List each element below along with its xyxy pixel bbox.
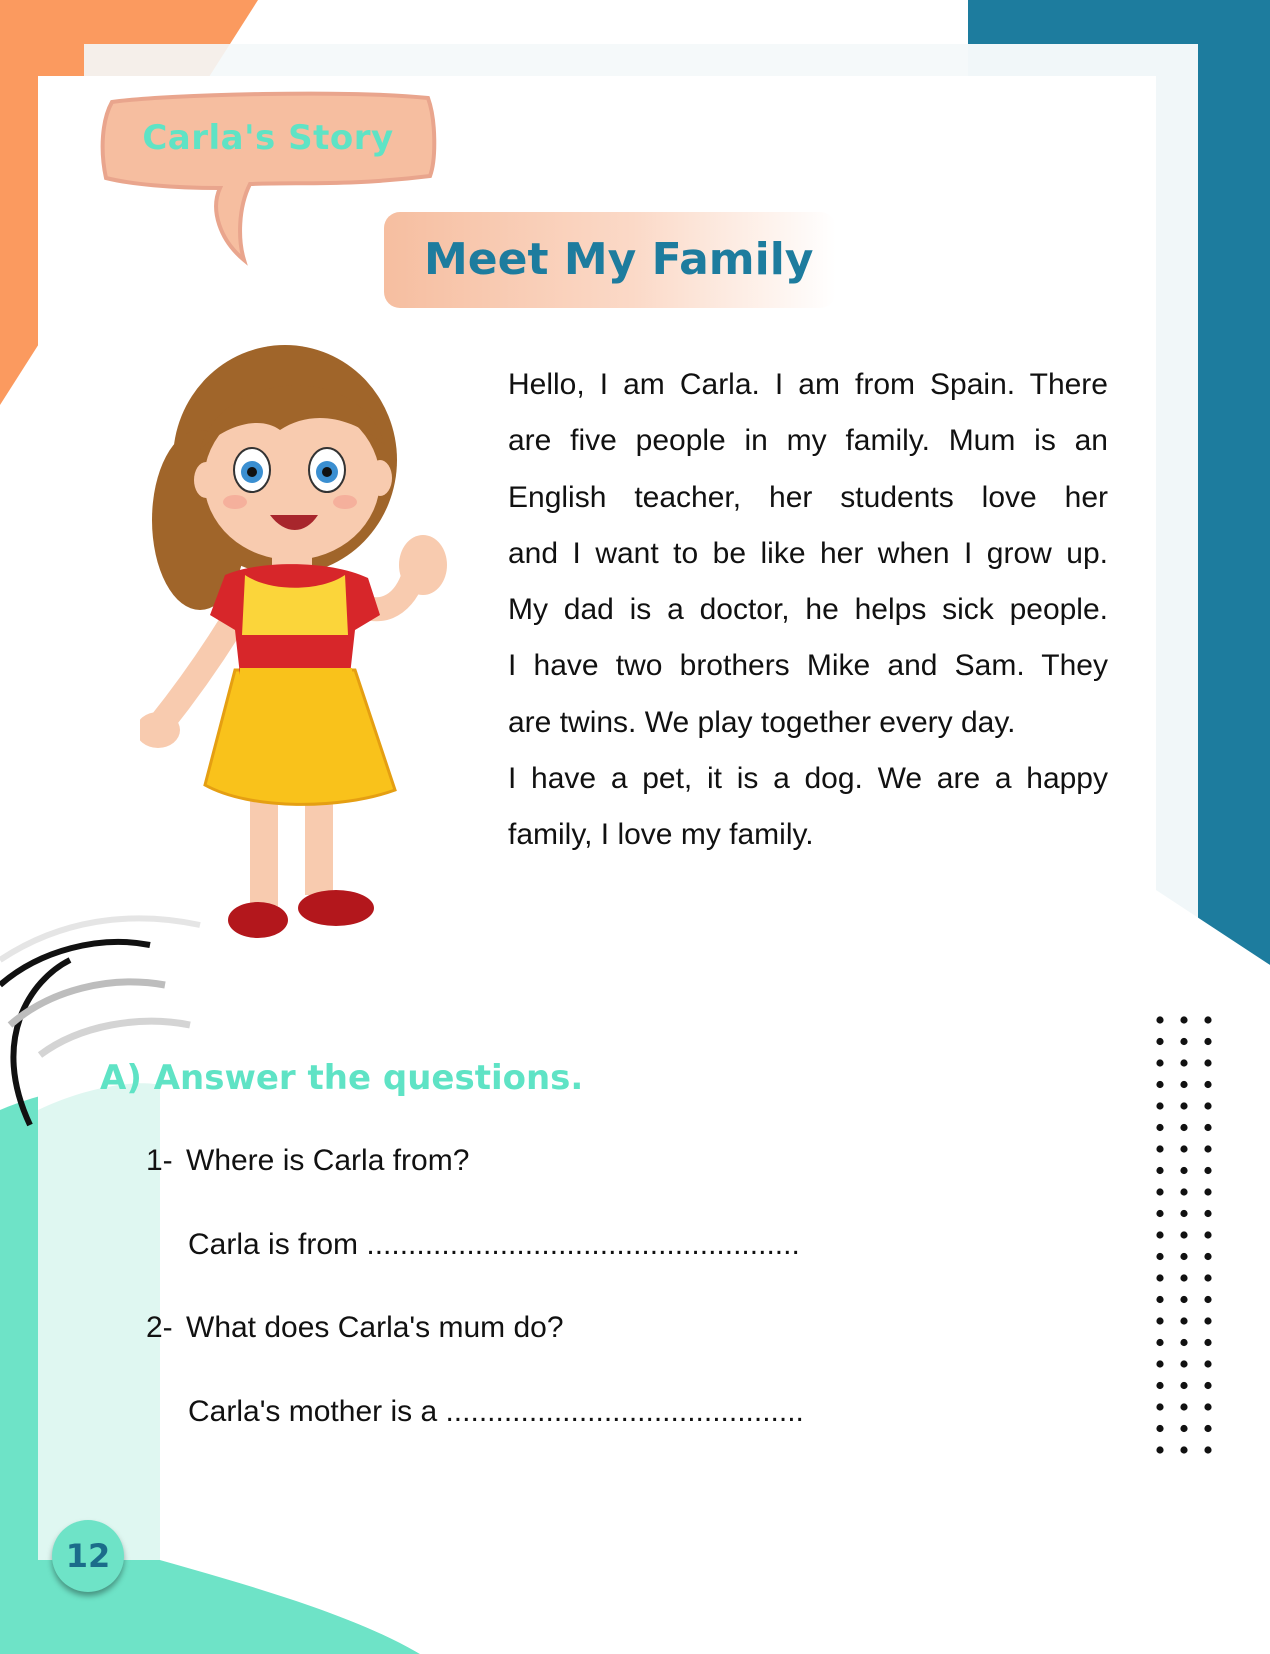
grid-dot	[1156, 1317, 1163, 1324]
bubble-label: Carla's Story	[142, 118, 394, 158]
grid-dot	[1156, 1167, 1163, 1174]
grid-dot	[1180, 1038, 1187, 1045]
grid-dot	[1180, 1360, 1187, 1367]
grid-dot	[1204, 1425, 1211, 1432]
story-line: family, I love my family.	[508, 818, 814, 852]
grid-dot	[1204, 1124, 1211, 1131]
page-title: Meet My Family	[424, 234, 814, 285]
grid-dot	[1180, 1382, 1187, 1389]
grid-dot	[1204, 1145, 1211, 1152]
question-2	[146, 1311, 564, 1345]
grid-dot	[1180, 1081, 1187, 1088]
grid-dot	[1204, 1102, 1211, 1109]
grid-dot	[1180, 1339, 1187, 1346]
grid-dot	[1156, 1274, 1163, 1281]
grid-dot	[1156, 1425, 1163, 1432]
grid-dot	[1156, 1102, 1163, 1109]
grid-dot	[1204, 1016, 1211, 1023]
grid-dot	[1156, 1210, 1163, 1217]
grid-dot	[1156, 1446, 1163, 1453]
grid-dot	[1180, 1188, 1187, 1195]
exercise-heading: A) Answer the questions.	[100, 1058, 584, 1098]
grid-dot	[1180, 1167, 1187, 1174]
grid-dot	[1156, 1382, 1163, 1389]
story-line: I have two brothers Mike and Sam. They	[508, 649, 1108, 683]
grid-dot	[1204, 1188, 1211, 1195]
answer-line-1[interactable]: Carla is from ....................................................	[188, 1228, 800, 1261]
grid-dot	[1180, 1317, 1187, 1324]
grid-dot	[1204, 1210, 1211, 1217]
grid-dot	[1204, 1403, 1211, 1410]
grid-dot	[1156, 1016, 1163, 1023]
dot-grid	[1156, 1016, 1211, 1453]
question-number: 1-	[146, 1144, 173, 1177]
grid-dot	[1180, 1210, 1187, 1217]
grid-dot	[1180, 1274, 1187, 1281]
grid-dot	[1204, 1167, 1211, 1174]
page-number-badge: 12	[52, 1520, 124, 1592]
grid-dot	[1180, 1124, 1187, 1131]
grid-dot	[1156, 1360, 1163, 1367]
grid-dot	[1204, 1382, 1211, 1389]
grid-dot	[1180, 1102, 1187, 1109]
girl-illustration	[140, 330, 490, 980]
grid-dot	[1204, 1253, 1211, 1260]
grid-dot	[1180, 1446, 1187, 1453]
question-text: Where is Carla from?	[186, 1144, 470, 1177]
grid-dot	[1156, 1145, 1163, 1152]
grid-dot	[1156, 1081, 1163, 1088]
grid-dot	[1204, 1446, 1211, 1453]
story-line: are twins. We play together every day.	[508, 705, 1016, 739]
grid-dot	[1156, 1403, 1163, 1410]
story-line: Hello, I am Carla. I am from Spain. There	[508, 368, 1108, 401]
grid-dot	[1204, 1296, 1211, 1303]
grid-dot	[1180, 1059, 1187, 1066]
grid-dot	[1156, 1339, 1163, 1346]
grid-dot	[1180, 1253, 1187, 1260]
grid-dot	[1156, 1188, 1163, 1195]
question-number: 2-	[146, 1311, 173, 1344]
story-line: and I want to be like her when I grow up.	[508, 536, 1108, 570]
grid-dot	[1204, 1038, 1211, 1045]
grid-dot	[1204, 1059, 1211, 1066]
grid-dot	[1180, 1016, 1187, 1023]
grid-dot	[1180, 1425, 1187, 1432]
grid-dot	[1180, 1145, 1187, 1152]
grid-dot	[1156, 1059, 1163, 1066]
grid-dot	[1156, 1038, 1163, 1045]
story-line: are five people in my family. Mum is an	[508, 424, 1108, 458]
grid-dot	[1156, 1253, 1163, 1260]
story-text	[508, 357, 1108, 864]
grid-dot	[1204, 1360, 1211, 1367]
answer-line-2[interactable]: Carla's mother is a ...........................................	[188, 1395, 804, 1428]
grid-dot	[1204, 1317, 1211, 1324]
grid-dot	[1180, 1296, 1187, 1303]
grid-dot	[1204, 1339, 1211, 1346]
grid-dot	[1204, 1274, 1211, 1281]
grid-dot	[1180, 1231, 1187, 1238]
question-text: What does Carla's mum do?	[186, 1311, 564, 1344]
grid-dot	[1156, 1231, 1163, 1238]
story-line: English teacher, her students love her	[508, 480, 1108, 514]
dot-grid-decoration	[1150, 1010, 1220, 1470]
story-line: My dad is a doctor, he helps sick people.	[508, 593, 1108, 627]
question-1	[146, 1144, 469, 1178]
grid-dot	[1204, 1081, 1211, 1088]
grid-dot	[1204, 1231, 1211, 1238]
story-line: I have a pet, it is a dog. We are a happy	[508, 762, 1108, 796]
grid-dot	[1156, 1296, 1163, 1303]
grid-dot	[1156, 1124, 1163, 1131]
grid-dot	[1180, 1403, 1187, 1410]
